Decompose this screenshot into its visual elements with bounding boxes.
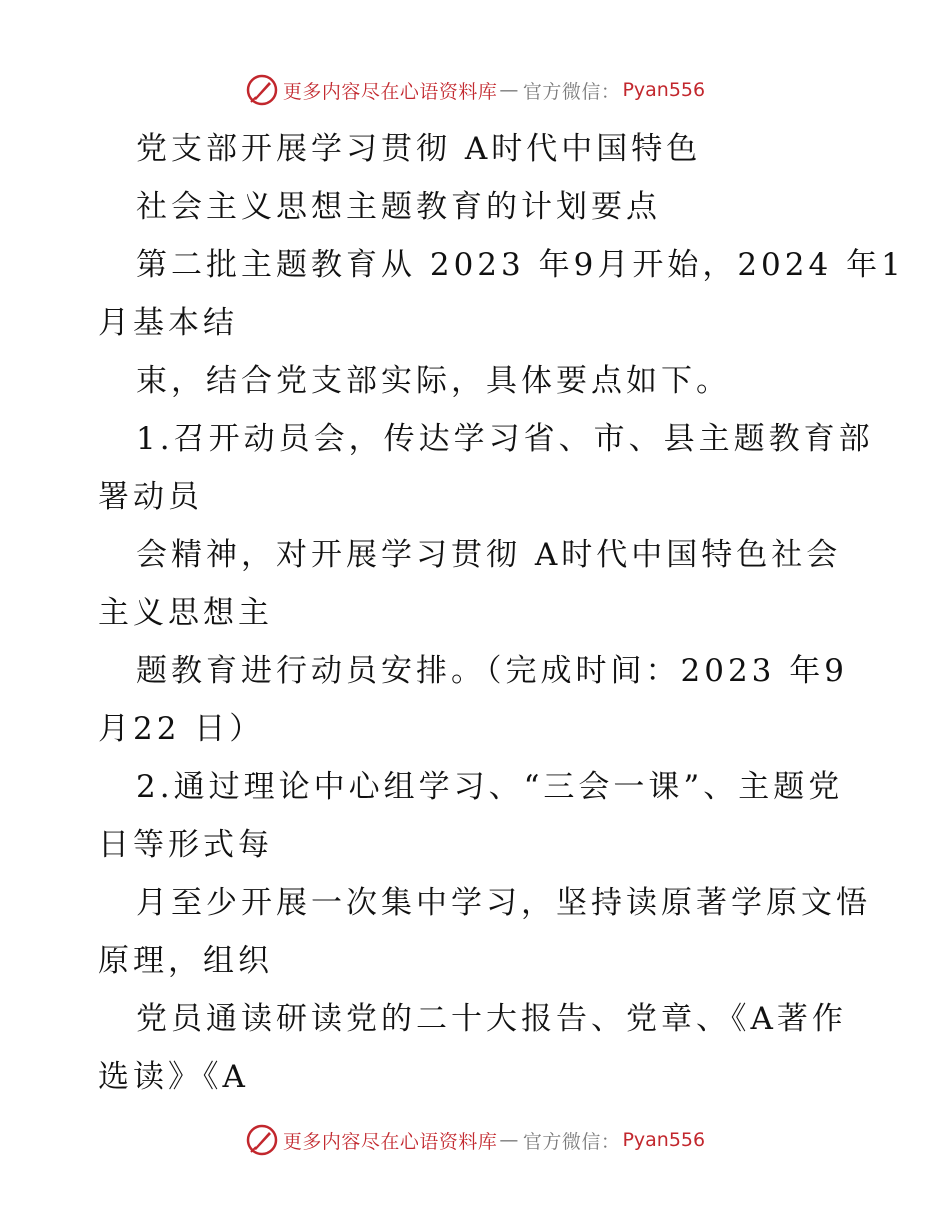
banner-wechat-label: 官方微信： [522,80,621,103]
paragraph-line: 月至少开展一次集中学习，坚持读原著学原文悟 [136,885,871,921]
paragraph-line: 日等形式每 [98,827,273,863]
paragraph-line: 会精神，对开展学习贯彻 A时代中国特色社会 [136,537,842,573]
paragraph-line: 原理，组织 [98,943,273,979]
banner-account: Pyan556 [622,1129,706,1151]
paragraph-line: 1.召开动员会，传达学习省、市、县主题教育部 [136,421,874,457]
quill-pen-logo-icon [245,1123,279,1157]
paragraph-line: 月基本结 [98,305,238,341]
banner-separator: — [499,1129,519,1151]
paragraph-line: 束，结合党支部实际，具体要点如下。 [136,363,731,399]
banner-wechat-label: 官方微信： [522,1130,621,1153]
paragraph-line: 月22 日） [98,711,265,747]
banner-title: 更多内容尽在心语资料库 [282,80,498,103]
paragraph-line: 党员通读研读党的二十大报告、党章、《A著作 [136,1001,847,1037]
paragraph-line: 主义思想主 [98,595,273,631]
paragraph-line: 2.通过理论中心组学习、“三会一课”、主题党 [136,769,844,805]
header-banner [0,70,950,110]
banner-title: 更多内容尽在心语资料库 [282,1130,498,1153]
banner-separator: — [499,79,519,101]
title-line-1: 党支部开展学习贯彻 A时代中国特色 [136,131,702,167]
paragraph-line: 署动员 [98,479,203,515]
banner-account: Pyan556 [622,79,706,101]
paragraph-line: 题教育进行动员安排。（完成时间：2023 年9 [136,653,848,689]
paragraph-line: 第二批主题教育从 2023 年9月开始，2024 年1 [136,247,905,283]
title-line-2: 社会主义思想主题教育的计划要点 [136,189,661,225]
document-body [98,120,905,1106]
quill-pen-logo-icon [245,73,279,107]
footer-banner [0,1120,950,1160]
paragraph-line: 选读》《A [98,1059,249,1095]
